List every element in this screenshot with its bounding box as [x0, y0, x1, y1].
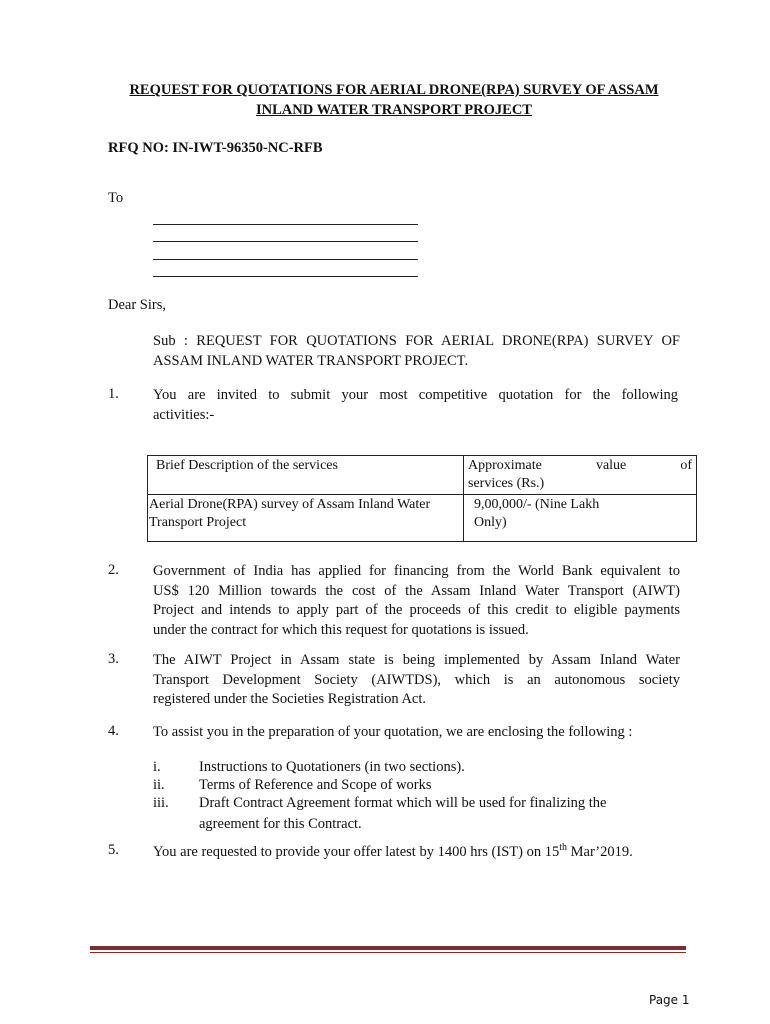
item-2-text [153, 562, 680, 640]
title-line-1: REQUEST FOR QUOTATIONS FOR AERIAL DRONE(RPA) SURVEY OF ASSAM [129, 82, 659, 98]
table-header-row [148, 456, 697, 495]
item-number: 1. [108, 386, 119, 402]
page-number: Page 1 [649, 993, 690, 1007]
item-number: 2. [108, 562, 119, 578]
table-header-value-line-1: Approximate value of [468, 458, 692, 473]
enclosure-item: Instructions to Quotationers (in two sections). [199, 759, 465, 775]
item-1-line-1: You are invited to submit your most competitive quotation for the following [153, 387, 678, 403]
item-2-line-2: US$ 120 Million towards the cost of the Assam Inland Water Transport (AIWT) [153, 582, 680, 599]
table-cell-description: Aerial Drone(RPA) survey of Assam Inland Water Transport Project [148, 495, 464, 542]
enclosure-item: Terms of Reference and Scope of works [199, 777, 432, 793]
rfq-number: RFQ NO: IN-IWT-96350-NC-RFB [108, 140, 323, 156]
enclosure-marker: iii. [153, 795, 169, 811]
footer-rule-thin [90, 952, 686, 953]
table-row [148, 495, 697, 542]
item-1-line-2: activities:- [153, 406, 215, 423]
subject [153, 332, 680, 371]
document-title [100, 80, 688, 120]
table-header-value-line-2: services (Rs.) [468, 476, 545, 491]
title-line-2: INLAND WATER TRANSPORT PROJECT [256, 102, 532, 118]
item-2-line-4: under the contract for which this request for quotations is issued. [153, 621, 529, 638]
address-blank-line-4 [153, 276, 418, 277]
item-number: 5. [108, 842, 119, 858]
subject-line-1: Sub : REQUEST FOR QUOTATIONS FOR AERIAL DRONE(RPA) SURVEY OF [153, 333, 680, 349]
table-header-description: Brief Description of the services [148, 456, 464, 495]
item-3-line-3: registered under the Societies Registration Act. [153, 691, 427, 707]
item-number: 3. [108, 651, 119, 667]
table-cell-value: 9,00,000/- (Nine Lakh Only) [464, 495, 697, 542]
enclosure-item: Draft Contract Agreement format which will be used for finalizing the [199, 795, 607, 811]
item-number: 4. [108, 723, 119, 739]
ordinal-suffix: th [559, 842, 567, 853]
item-4-text: To assist you in the preparation of your quotation, we are enclosing the following : [153, 724, 633, 740]
services-table [147, 455, 697, 542]
enclosure-marker: ii. [153, 777, 165, 793]
address-blank-line-3 [153, 259, 418, 260]
item-5-text: You are requested to provide your offer latest by 1400 hrs (IST) on 15th Mar’2019. [153, 842, 633, 860]
item-1-text [153, 386, 678, 425]
addressee-label: To [108, 190, 124, 206]
item-2-line-1: Government of India has applied for financing from the World Bank equivalent to [153, 563, 680, 579]
item-3-line-1: The AIWT Project in Assam state is being implemented by Assam Inland Water [153, 652, 680, 668]
table-header-value [464, 456, 697, 495]
salutation: Dear Sirs, [108, 297, 166, 313]
item-2-line-3: Project and intends to apply part of the proceeds of this credit to eligible payments [153, 602, 680, 618]
footer-rule [90, 946, 686, 950]
address-blank-line-1 [153, 224, 418, 225]
item-3-line-2: Transport Development Society (AIWTDS), which is an autonomous society [153, 671, 680, 688]
enclosure-marker: i. [153, 759, 161, 775]
enclosure-item-continued: agreement for this Contract. [199, 816, 362, 832]
item-3-text [153, 651, 680, 710]
address-blank-line-2 [153, 241, 418, 242]
subject-line-2: ASSAM INLAND WATER TRANSPORT PROJECT. [153, 352, 469, 369]
